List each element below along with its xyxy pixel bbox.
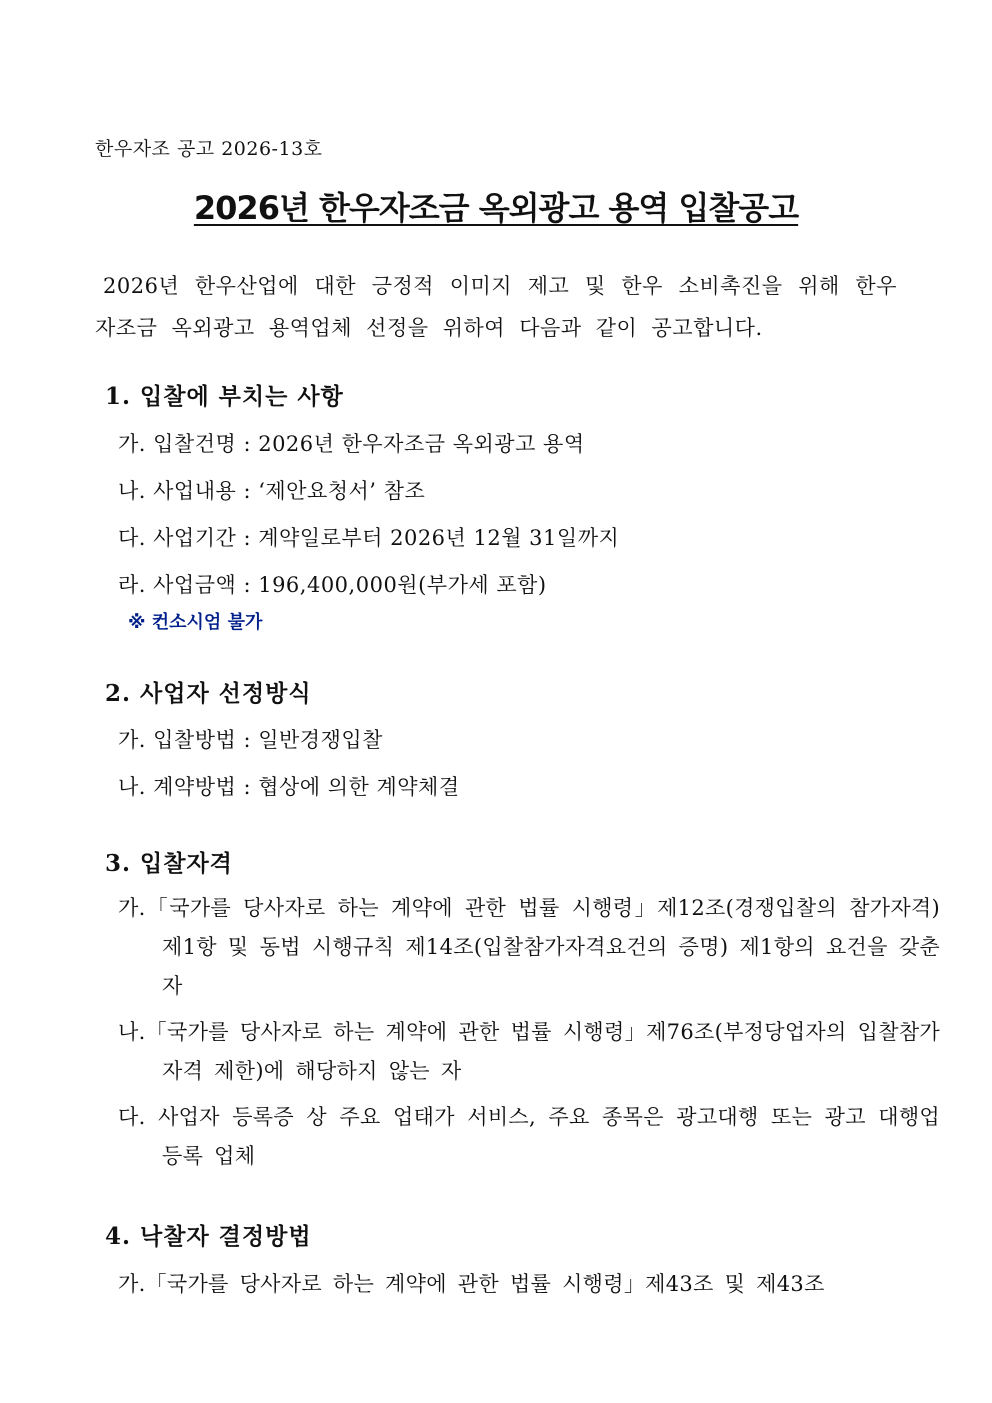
section-3-item-a: 가.「국가를 당사자로 하는 계약에 관한 법률 시행령」제12조(경쟁입찰의 참가자격) 제1항 및 동법 시행규칙 제14조(입찰참가자격요건의 증명) 제1항의 요건을 갖춘 자 [118,896,940,998]
document-title-text: 2026년 한우자조금 옥외광고 용역 입찰공고 [193,189,799,227]
section-1-item-c: 다. 사업기간 : 계약일로부터 2026년 12월 31일까지 [118,526,620,550]
consortium-note: ※ 컨소시엄 불가 [128,612,263,633]
section-1-heading: 1. 입찰에 부치는 사항 [105,383,344,410]
section-2-heading: 2. 사업자 선정방식 [105,680,312,707]
section-2-item-b: 나. 계약방법 : 협상에 의한 계약체결 [118,775,460,799]
section-3-item-c: 다. 사업자 등록증 상 주요 업태가 서비스, 주요 종목은 광고대행 또는 광고 대행업 등록 업체 [118,1105,940,1168]
section-4-item-a: 가.「국가를 당사자로 하는 계약에 관한 법률 시행령」제43조 및 제43조 [118,1272,825,1296]
section-4-heading: 4. 낙찰자 결정방법 [105,1223,312,1250]
section-1-item-b: 나. 사업내용 : ‘제안요청서’ 참조 [118,479,426,503]
section-1-item-a: 가. 입찰건명 : 2026년 한우자조금 옥외광고 용역 [118,432,585,456]
section-3-item-b: 나.「국가를 당사자로 하는 계약에 관한 법률 시행령」제76조(부정당업자의 입찰참가자격 제한)에 해당하지 않는 자 [118,1020,940,1083]
section-3-heading: 3. 입찰자격 [105,850,233,877]
section-2-item-a: 가. 입찰방법 : 일반경쟁입찰 [118,728,383,752]
document-title [0,183,992,229]
notice-number: 한우자조 공고 2026-13호 [95,138,323,160]
intro-paragraph: 2026년 한우산업에 대한 긍정적 이미지 제고 및 한우 소비촉진을 위해 한우자조금 옥외광고 용역업체 선정을 위하여 다음과 같이 공고합니다. [95,274,897,340]
section-1-item-d: 라. 사업금액 : 196,400,000원(부가세 포함) [118,573,547,597]
